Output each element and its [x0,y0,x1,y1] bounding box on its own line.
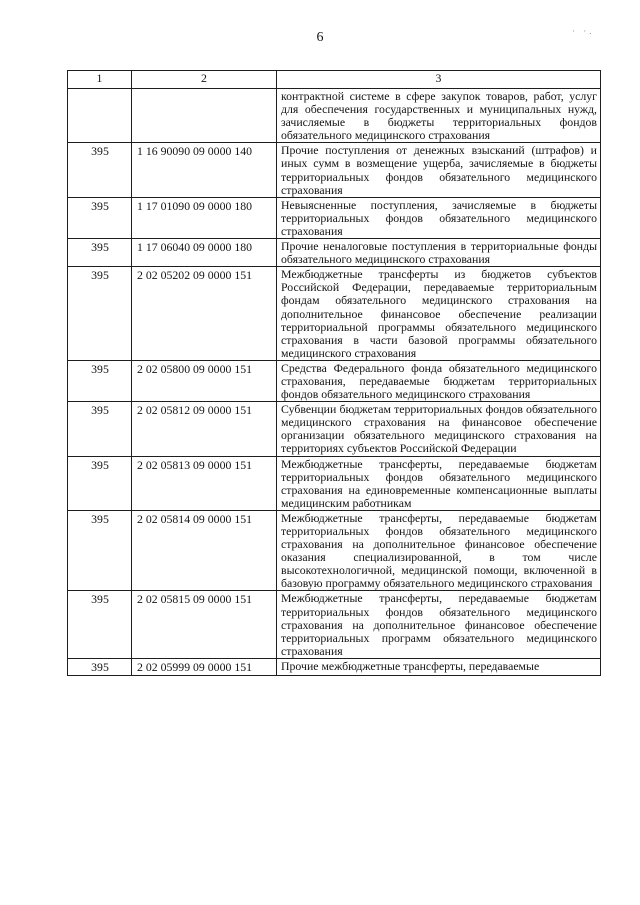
description-cell: Субвенции бюджетам территориальных фондов обязательного медицинского страхования на финансовое обеспечение организации обязательного медицинского страхования на территориях субъектов Российской Федерации [277,402,601,456]
table-row [68,658,601,675]
table-row [68,591,601,658]
column-header-3: 3 [277,71,601,89]
column-header-2: 2 [132,71,277,89]
admin-code-cell: 395 [68,197,132,238]
description-cell: Межбюджетные трансферты, передаваемые бюджетам территориальных фондов обязательного медицинского страхования на дополнительное финансовое обеспечение оказания специализированной, в том числе высокотехнологичной, медицинской помощи, включенной в базовую программу обязательного медицинского страхования [277,510,601,591]
table-row [68,402,601,456]
description-cell: Прочие неналоговые поступления в территориальные фонды обязательного медицинского страхования [277,239,601,267]
budget-code-cell: 2 02 05999 09 0000 151 [132,658,277,675]
table-row [68,360,601,401]
admin-code-cell: 395 [68,239,132,267]
table-row [68,239,601,267]
budget-code-cell: 2 02 05812 09 0000 151 [132,402,277,456]
revenue-code-table [67,70,601,676]
budget-code-cell [132,89,277,143]
table-row [68,510,601,591]
table-header-row [68,71,601,89]
admin-code-cell: 395 [68,402,132,456]
admin-code-cell: 395 [68,510,132,591]
description-cell: Межбюджетные трансферты, передаваемые бюджетам территориальных фондов обязательного медицинского страхования на дополнительное финансовое обеспечение территориальных программ обязательного медицинского страхования [277,591,601,658]
description-cell: Невыясненные поступления, зачисляемые в бюджеты территориальных фондов обязательного медицинского страхования [277,197,601,238]
table-row [68,197,601,238]
admin-code-cell: 395 [68,658,132,675]
budget-code-cell: 2 02 05815 09 0000 151 [132,591,277,658]
table-row [68,267,601,361]
admin-code-cell: 395 [68,360,132,401]
budget-code-cell: 1 17 06040 09 0000 180 [132,239,277,267]
description-cell: контрактной системе в сфере закупок товаров, работ, услуг для обеспечения государственных и муниципальных нужд, зачисляемые в бюджеты территориальных фондов обязательного медицинского страхования [277,89,601,143]
table-row [68,89,601,143]
description-cell: Прочие поступления от денежных взысканий (штрафов) и иных сумм в возмещение ущерба, зачисляемые в бюджеты территориальных фондов обязательного медицинского страхования [277,143,601,197]
description-cell: Межбюджетные трансферты из бюджетов субъектов Российской Федерации, передаваемые территориальным фондам обязательного медицинского страхования на дополнительное финансовое обеспечение реализации территориальной программы обязательного медицинского страхования в части базовой программы обязательного медицинского страхования [277,267,601,361]
page-number: 6 [316,30,324,45]
admin-code-cell: 395 [68,143,132,197]
table-row [68,456,601,510]
description-cell: Межбюджетные трансферты, передаваемые бюджетам территориальных фондов обязательного медицинского страхования на единовременные компенсационные выплаты медицинским работникам [277,456,601,510]
budget-code-cell: 2 02 05800 09 0000 151 [132,360,277,401]
corner-mark: · ·. [572,26,595,36]
budget-code-cell: 1 17 01090 09 0000 180 [132,197,277,238]
column-header-1: 1 [68,71,132,89]
admin-code-cell: 395 [68,591,132,658]
budget-code-cell: 2 02 05813 09 0000 151 [132,456,277,510]
budget-code-cell: 2 02 05814 09 0000 151 [132,510,277,591]
admin-code-cell: 395 [68,267,132,361]
admin-code-cell [68,89,132,143]
table-row [68,143,601,197]
description-cell: Средства Федерального фонда обязательного медицинского страхования, передаваемые бюджетам территориальных фондов обязательного медицинского страхования [277,360,601,401]
admin-code-cell: 395 [68,456,132,510]
description-cell: Прочие межбюджетные трансферты, передаваемые [277,658,601,675]
budget-code-cell: 1 16 90090 09 0000 140 [132,143,277,197]
budget-code-cell: 2 02 05202 09 0000 151 [132,267,277,361]
